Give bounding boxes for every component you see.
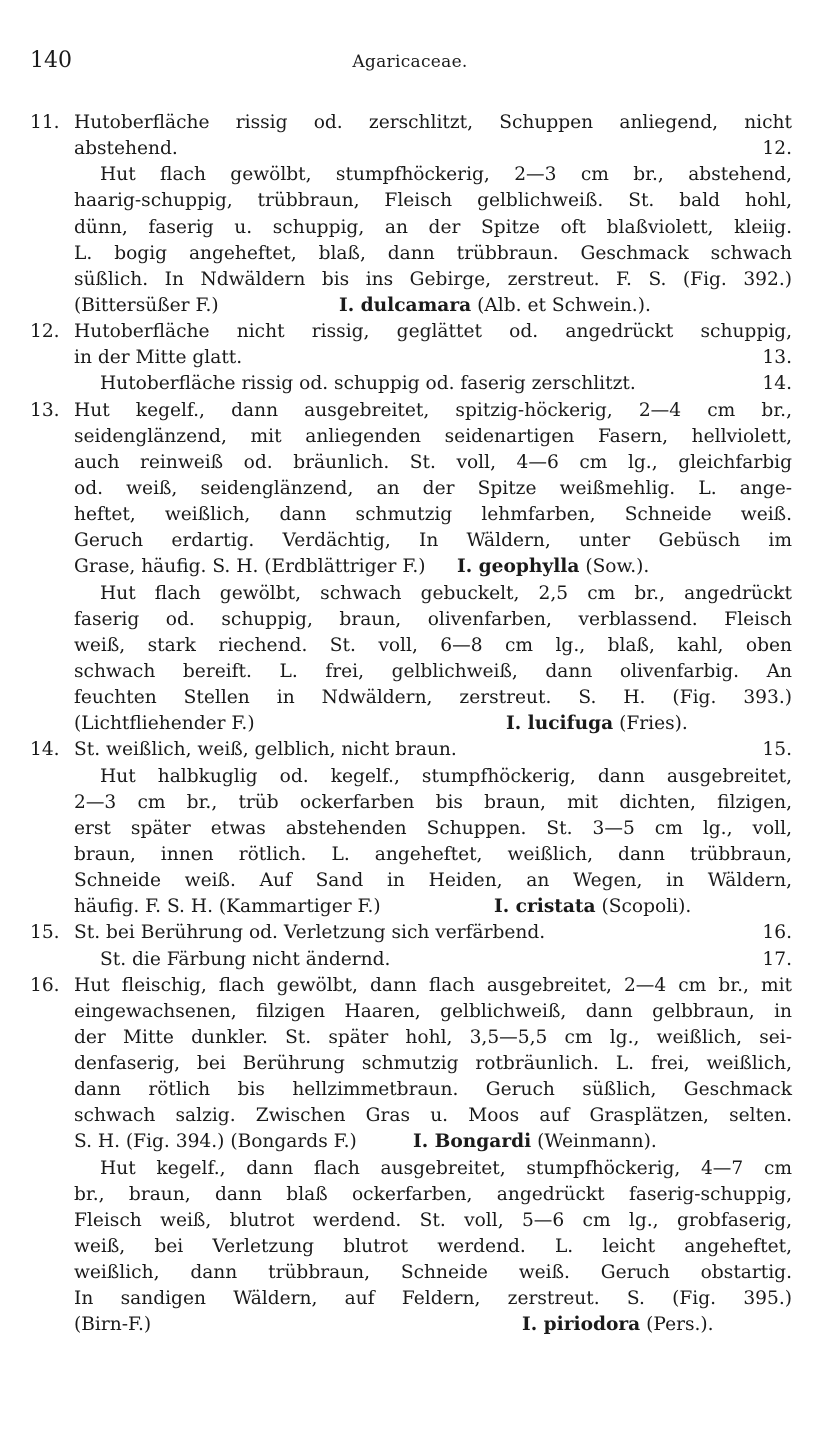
text-line bbox=[30, 215, 792, 241]
line-text: feuchten Stellen in Ndwäldern, zerstreut. S. H. (Fig. 393.) bbox=[74, 687, 792, 709]
line-text: schwach bereift. L. frei, gelblichweiß, dann olivenfarbig. An bbox=[74, 660, 792, 682]
text-line bbox=[30, 345, 792, 371]
line-text: häufig. F. S. H. (Kammartiger F.) bbox=[74, 896, 381, 918]
key-number: 14. bbox=[30, 739, 60, 761]
species-name: I. lucifuga bbox=[506, 713, 614, 735]
text-line bbox=[30, 920, 792, 946]
line-text: Hut kegelf., dann flach ausgebreitet, stumpfhöckerig, 4—7 cm bbox=[100, 1157, 792, 1179]
line-text: od. weiß, seidenglänzend, an der Spitze weißmehlig. L. ange- bbox=[74, 477, 792, 499]
text-line bbox=[30, 790, 792, 816]
text-line bbox=[30, 1103, 792, 1129]
text-line bbox=[30, 633, 792, 659]
text-line bbox=[30, 1312, 792, 1338]
species-entry bbox=[339, 293, 651, 319]
text-line bbox=[30, 1234, 792, 1260]
text-line bbox=[30, 371, 792, 397]
line-text: Fleisch weiß, blutrot werdend. St. voll, 5—6 cm lg., grobfaserig, bbox=[74, 1209, 792, 1231]
line-text: Hutoberfläche rissig od. zerschlitzt, Schuppen anliegend, nicht bbox=[74, 112, 792, 133]
text-line bbox=[30, 1286, 792, 1312]
text-line bbox=[30, 188, 792, 214]
line-text: auch reinweiß od. bräunlich. St. voll, 4—6 cm lg., gleichfarbig bbox=[74, 451, 792, 473]
text-line bbox=[30, 528, 792, 554]
line-text: weiß, bei Verletzung blutrot werdend. L. leicht angeheftet, bbox=[74, 1236, 792, 1258]
line-text: (Bittersüßer F.) bbox=[74, 294, 219, 316]
line-text: Hut fleischig, flach gewölbt, dann flach ausgebreitet, 2—4 cm br., mit bbox=[74, 974, 792, 996]
couplet-reference: 13. bbox=[762, 347, 792, 369]
page-header bbox=[30, 48, 790, 80]
text-line bbox=[30, 1182, 792, 1208]
line-text: Hut flach gewölbt, schwach gebuckelt, 2,5 cm br., angedrückt bbox=[100, 582, 792, 604]
text-line bbox=[30, 947, 792, 973]
text-line bbox=[30, 711, 792, 737]
text-line bbox=[30, 607, 792, 633]
text-line bbox=[30, 581, 792, 607]
key-number: 11. bbox=[30, 112, 60, 133]
species-author: (Alb. et Schwein.). bbox=[477, 294, 651, 316]
couplet-reference: 16. bbox=[762, 922, 792, 944]
line-text: seidenglänzend, mit anliegenden seidenartigen Fasern, hellviolett, bbox=[74, 425, 792, 447]
text-line bbox=[30, 162, 792, 188]
line-text: Hut kegelf., dann ausgebreitet, spitzig-höckerig, 2—4 cm br., bbox=[74, 399, 792, 421]
key-number: 12. bbox=[30, 321, 60, 343]
line-text: erst später etwas abstehenden Schuppen. St. 3—5 cm lg., voll, bbox=[74, 817, 792, 839]
line-text: St. die Färbung nicht ändernd. bbox=[100, 948, 391, 970]
text-line bbox=[30, 737, 792, 763]
line-text: weißlich, dann trübbraun, Schneide weiß. Geruch obstartig. bbox=[74, 1262, 792, 1284]
text-line bbox=[30, 110, 792, 136]
text-line bbox=[30, 267, 792, 293]
text-line bbox=[30, 842, 792, 868]
line-text: S. H. (Fig. 394.) (Bongards F.) bbox=[74, 1131, 357, 1153]
couplet-reference: 17. bbox=[762, 948, 792, 970]
line-text: (Lichtfliehender F.) bbox=[74, 713, 255, 735]
line-text: der Mitte dunkler. St. später hohl, 3,5—5,5 cm lg., weißlich, sei- bbox=[74, 1026, 792, 1048]
text-line bbox=[30, 1077, 792, 1103]
line-text: Schneide weiß. Auf Sand in Heiden, an Wegen, in Wäldern, bbox=[74, 870, 792, 892]
line-text: heftet, weißlich, dann schmutzig lehmfarben, Schneide weiß. bbox=[74, 504, 792, 526]
species-name: I. Bongardi bbox=[413, 1131, 532, 1153]
text-line bbox=[30, 1260, 792, 1286]
species-author: (Weinmann). bbox=[537, 1131, 657, 1153]
line-text: Hut halbkuglig od. kegelf., stumpfhöckerig, dann ausgebreitet, bbox=[100, 765, 792, 787]
line-text: süßlich. In Ndwäldern bis ins Gebirge, zerstreut. F. S. (Fig. 392.) bbox=[74, 268, 792, 290]
text-line bbox=[30, 241, 792, 267]
line-text: In sandigen Wäldern, auf Feldern, zerstreut. S. (Fig. 395.) bbox=[74, 1288, 792, 1310]
species-entry bbox=[506, 711, 688, 737]
text-line bbox=[30, 450, 792, 476]
species-name: I. piriodora bbox=[522, 1314, 641, 1336]
line-text: dünn, faserig u. schuppig, an der Spitze oft blaßviolett, kleiig. bbox=[74, 216, 792, 238]
species-entry bbox=[522, 1312, 714, 1338]
line-text: denfaserig, bei Berührung schmutzig rotbräunlich. L. frei, weißlich, bbox=[74, 1053, 792, 1075]
species-author: (Fries). bbox=[619, 713, 688, 735]
text-line bbox=[30, 136, 792, 162]
key-number: 15. bbox=[30, 922, 60, 944]
line-text: dann rötlich bis hellzimmetbraun. Geruch süßlich, Geschmack bbox=[74, 1079, 792, 1101]
text-line bbox=[30, 502, 792, 528]
text-line bbox=[30, 894, 792, 920]
species-author: (Scopoli). bbox=[601, 896, 692, 918]
text-line bbox=[30, 424, 792, 450]
species-name: I. geophylla bbox=[457, 556, 580, 578]
line-text: eingewachsenen, filzigen Haaren, gelblichweiß, dann gelbbraun, in bbox=[74, 1000, 792, 1022]
text-line bbox=[30, 398, 792, 424]
line-text: braun, innen rötlich. L. angeheftet, weißlich, dann trübbraun, bbox=[74, 843, 792, 865]
text-line bbox=[30, 685, 792, 711]
text-line bbox=[30, 319, 792, 345]
line-text: weiß, stark riechend. St. voll, 6—8 cm lg., blaß, kahl, oben bbox=[74, 634, 792, 656]
text-line bbox=[30, 293, 792, 319]
key-number: 13. bbox=[30, 399, 60, 421]
line-text: haarig-schuppig, trübbraun, Fleisch gelblichweiß. St. bald hohl, bbox=[74, 190, 792, 212]
text-line bbox=[30, 554, 792, 580]
line-text: 2—3 cm br., trüb ockerfarben bis braun, mit dichten, filzigen, bbox=[74, 791, 792, 813]
text-line bbox=[30, 1156, 792, 1182]
line-text: Hutoberfläche rissig od. schuppig od. faserig zerschlitzt. bbox=[100, 373, 636, 395]
line-text: (Birn-F.) bbox=[74, 1314, 152, 1336]
species-author: (Pers.). bbox=[646, 1314, 714, 1336]
line-text: in der Mitte glatt. bbox=[74, 347, 243, 369]
species-entry bbox=[494, 894, 691, 920]
line-text: St. bei Berührung od. Verletzung sich verfärbend. bbox=[74, 922, 546, 944]
page-number: 140 bbox=[30, 48, 72, 73]
text-line bbox=[30, 973, 792, 999]
text-line bbox=[30, 1025, 792, 1051]
species-entry bbox=[457, 554, 649, 580]
line-text: L. bogig angeheftet, blaß, dann trübbraun. Geschmack schwach bbox=[74, 242, 792, 264]
line-text: abstehend. bbox=[74, 138, 178, 160]
line-text: faserig od. schuppig, braun, olivenfarben, verblassend. Fleisch bbox=[74, 608, 792, 630]
line-text: St. weißlich, weiß, gelblich, nicht braun. bbox=[74, 739, 457, 761]
text-line bbox=[30, 1208, 792, 1234]
species-name: I. dulcamara bbox=[339, 294, 472, 316]
species-entry bbox=[413, 1129, 657, 1155]
text-line bbox=[30, 816, 792, 842]
text-line bbox=[30, 868, 792, 894]
species-author: (Sow.). bbox=[585, 556, 650, 578]
text-line bbox=[30, 1129, 792, 1155]
line-text: Hut flach gewölbt, stumpfhöckerig, 2—3 cm br., abstehend, bbox=[100, 164, 792, 186]
key-number: 16. bbox=[30, 974, 60, 996]
couplet-reference: 12. bbox=[762, 138, 792, 160]
species-name: I. cristata bbox=[494, 896, 596, 918]
text-line bbox=[30, 999, 792, 1025]
line-text: Hutoberfläche nicht rissig, geglättet od. angedrückt schuppig, bbox=[74, 321, 792, 343]
text-line bbox=[30, 764, 792, 790]
line-text: Grase, häufig. S. H. (Erdblättriger F.) bbox=[74, 556, 426, 578]
line-text: br., braun, dann blaß ockerfarben, angedrückt faserig-schuppig, bbox=[74, 1183, 792, 1205]
running-title: Agaricaceae. bbox=[352, 52, 468, 72]
key-text-body bbox=[30, 110, 792, 1339]
line-text: schwach salzig. Zwischen Gras u. Moos auf Grasplätzen, selten. bbox=[74, 1105, 792, 1127]
couplet-reference: 15. bbox=[762, 739, 792, 761]
line-text: Geruch erdartig. Verdächtig, In Wäldern, unter Gebüsch im bbox=[74, 530, 792, 552]
text-line bbox=[30, 1051, 792, 1077]
couplet-reference: 14. bbox=[762, 373, 792, 395]
text-line bbox=[30, 659, 792, 685]
text-line bbox=[30, 476, 792, 502]
